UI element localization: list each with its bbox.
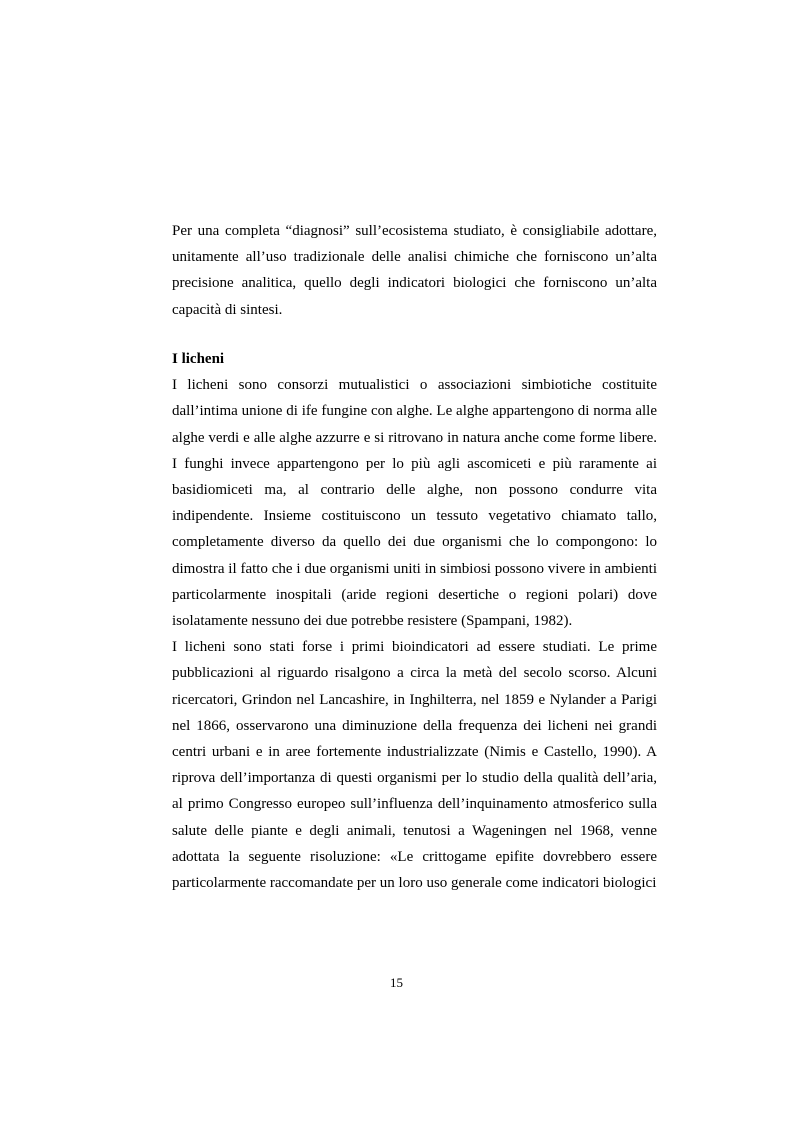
licheni-section: [172, 346, 657, 896]
intro-paragraph: Per una completa “diagnosi” sull’ecosistema studiato, è consigliabile adottare, unitamente all’uso tradizionale delle analisi chimiche che forniscono un’alta precisione analitica, quello degli indicatori biologici che forniscono un’alta capacità di sintesi.: [172, 223, 657, 318]
body-paragraph: I licheni sono consorzi mutualistici o associazioni simbiotiche costituite dall’intima unione di ife fungine con alghe. Le alghe appartengono di norma alle alghe verdi e alle alghe azzurre e si ritrovano in natura anche come forme libere. I funghi invece appartengono per lo più agli ascomiceti e più raramente ai basidiomiceti ma, al contrario delle alghe, non possono condurre vita indipendente. Insieme costituiscono un tessuto vegetativo chiamato tallo, completamente diverso da quello dei due organismi che lo compongono: lo dimostra il fatto che i due organismi uniti in simbiosi possono vivere in ambienti particolarmente inospitali (aride regioni desertiche o regioni polari) dove isolatamente nessuno dei due potrebbe resistere (Spampani, 1982).: [172, 377, 657, 630]
intro-section: [172, 218, 657, 323]
page-number: 15: [390, 975, 403, 990]
section-heading: I licheni: [172, 351, 225, 367]
body-paragraph: I licheni sono stati forse i primi bioindicatori ad essere studiati. Le prime pubblicazioni al riguardo risalgono a circa la metà del secolo scorso. Alcuni ricercatori, Grindon nel Lancashire, in Inghilterra, nel 1859 e Nylander a Parigi nel 1866, osservarono una diminuzione della frequenza dei licheni nei grandi centri urbani e in aree fortemente industrializzate (Nimis e Castello, 1990). A riprova dell’importanza di questi organismi per lo studio della qualità dell’aria, al primo Congresso europeo sull’influenza dell’inquinamento atmosferico sulla salute delle piante e degli animali, tenutosi a Wageningen nel 1968, venne adottata la seguente risoluzione: «Le crittogame epifite dovrebbero essere particolarmente raccomandate per un loro uso generale come indicatori biologici: [172, 639, 657, 892]
